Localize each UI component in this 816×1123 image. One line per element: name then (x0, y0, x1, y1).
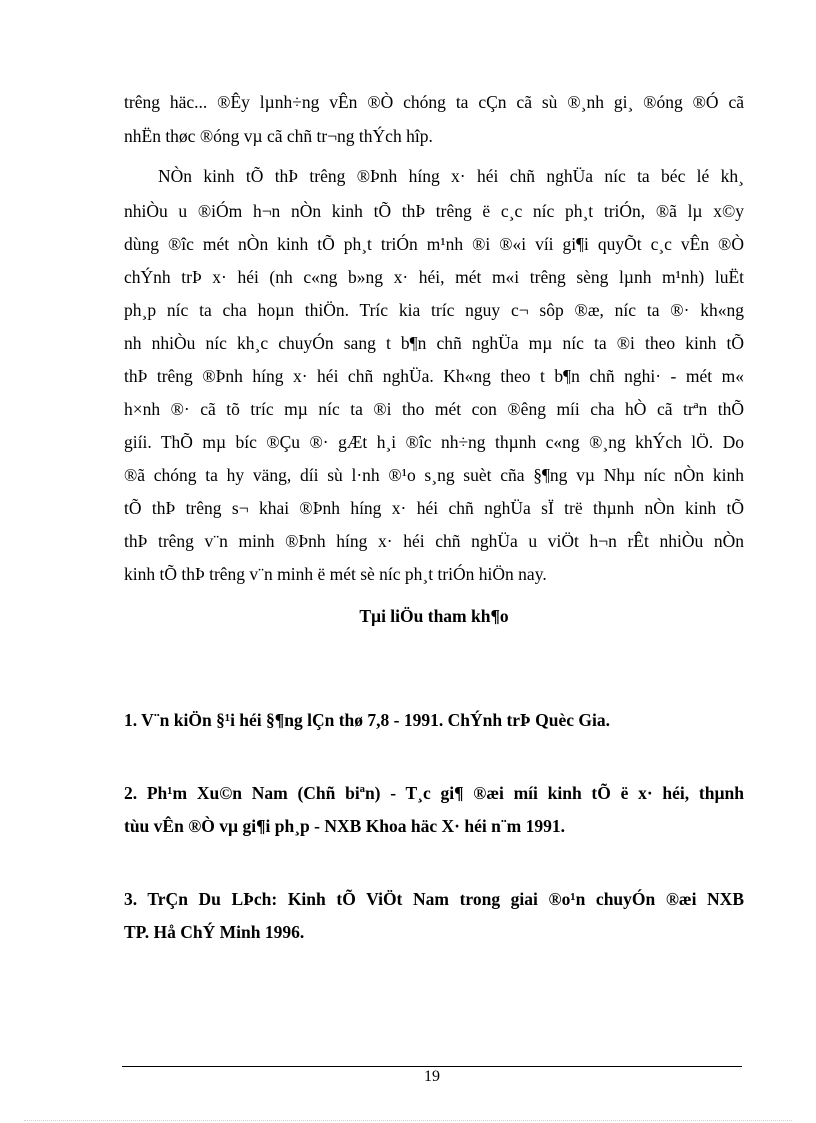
body-line: giíi. ThÕ mµ bíc ®Çu ®· gÆt h¸i ®îc nh÷ng thµnh c«ng ®¸ng khÝch lÖ. Do (124, 432, 744, 452)
body-line: nhiÒu u ®iÓm h¬n nÒn kinh tÕ thÞ trêng ë c¸c níc ph¸t triÓn, ®ã lµ x©y (124, 201, 744, 221)
body-line: h×nh ®· cã tõ tríc mµ níc ta ®i tho mét con ®êng míi cha hÒ cã trªn thÕ (124, 399, 744, 419)
reference-item: 2. Ph¹m Xu©n Nam (Chñ biªn) - T¸c gi¶ ®æi míi kinh tÕ ë x· héi, thµnh (124, 783, 744, 803)
body-line: NÒn kinh tÕ thÞ trêng ®Þnh híng x· héi chñ nghÜa níc ta béc lé kh¸ (158, 166, 744, 186)
body-line: thÞ trêng v¨n minh ®Þnh híng x· héi chñ nghÜa u viÖt h¬n rÊt nhiÒu nÒn (124, 531, 744, 551)
page-number: 19 (424, 1068, 440, 1085)
body-line: ®ã chóng ta hy väng, díi sù l·nh ®¹o s¸ng suèt cña §¶ng vµ Nhµ níc nÒn kinh (124, 465, 744, 485)
body-line: nhËn thøc ®óng vµ cã chñ tr¬ng thÝch hîp. (124, 126, 433, 146)
body-line: trêng häc... ®Êy lµnh÷ng vÊn ®Ò chóng ta cÇn cã sù ®¸nh gi¸ ®óng ®Ó cã (124, 92, 744, 112)
body-line: tÕ thÞ trêng s¬ khai ®Þnh híng x· héi chñ nghÜa sÏ trë thµnh nÒn kinh tÕ (124, 498, 744, 518)
body-line: thÞ trêng ®Þnh híng x· héi chñ nghÜa. Kh«ng theo t b¶n chñ nghi· - mét m« (124, 366, 744, 386)
reference-item-continuation: tùu vÊn ®Ò vµ gi¶i ph¸p - NXB Khoa häc X· héi n¨m 1991. (124, 816, 566, 836)
body-line: ph¸p níc ta cha hoµn thiÖn. Tríc kia tríc nguy c¬ sôp ®æ, níc ta ®· kh«ng (124, 300, 744, 320)
body-line: kinh tÕ thÞ trêng v¨n minh ë mét sè níc ph¸t triÓn hiÖn nay. (124, 564, 547, 584)
page-edge-dots (24, 1120, 792, 1121)
reference-item-continuation: TP. Hå ChÝ Minh 1996. (124, 922, 305, 942)
body-line: chÝnh trÞ x· héi (nh c«ng b»ng x· héi, mét m«i trêng sèng lµnh m¹nh) luËt (124, 267, 744, 287)
reference-item: 1. V¨n kiÖn §¹i héi §¶ng lÇn thø 7,8 - 1991. ChÝnh trÞ Quèc Gia. (124, 710, 610, 730)
reference-item: 3. TrÇn Du LÞch: Kinh tÕ ViÖt Nam trong giai ®o¹n chuyÓn ®æi NXB (124, 889, 744, 909)
body-line: dùng ®îc mét nÒn kinh tÕ ph¸t triÓn m¹nh ®i ®«i víi gi¶i quyÕt c¸c vÊn ®Ò (124, 234, 744, 254)
body-line: nh nhiÒu níc kh¸c chuyÓn sang t b¶n chñ nghÜa mµ níc ta ®i theo kinh tÕ (124, 333, 744, 353)
footer-rule (122, 1066, 742, 1067)
references-heading: Tµi liÖu tham kh¶o (359, 606, 509, 626)
